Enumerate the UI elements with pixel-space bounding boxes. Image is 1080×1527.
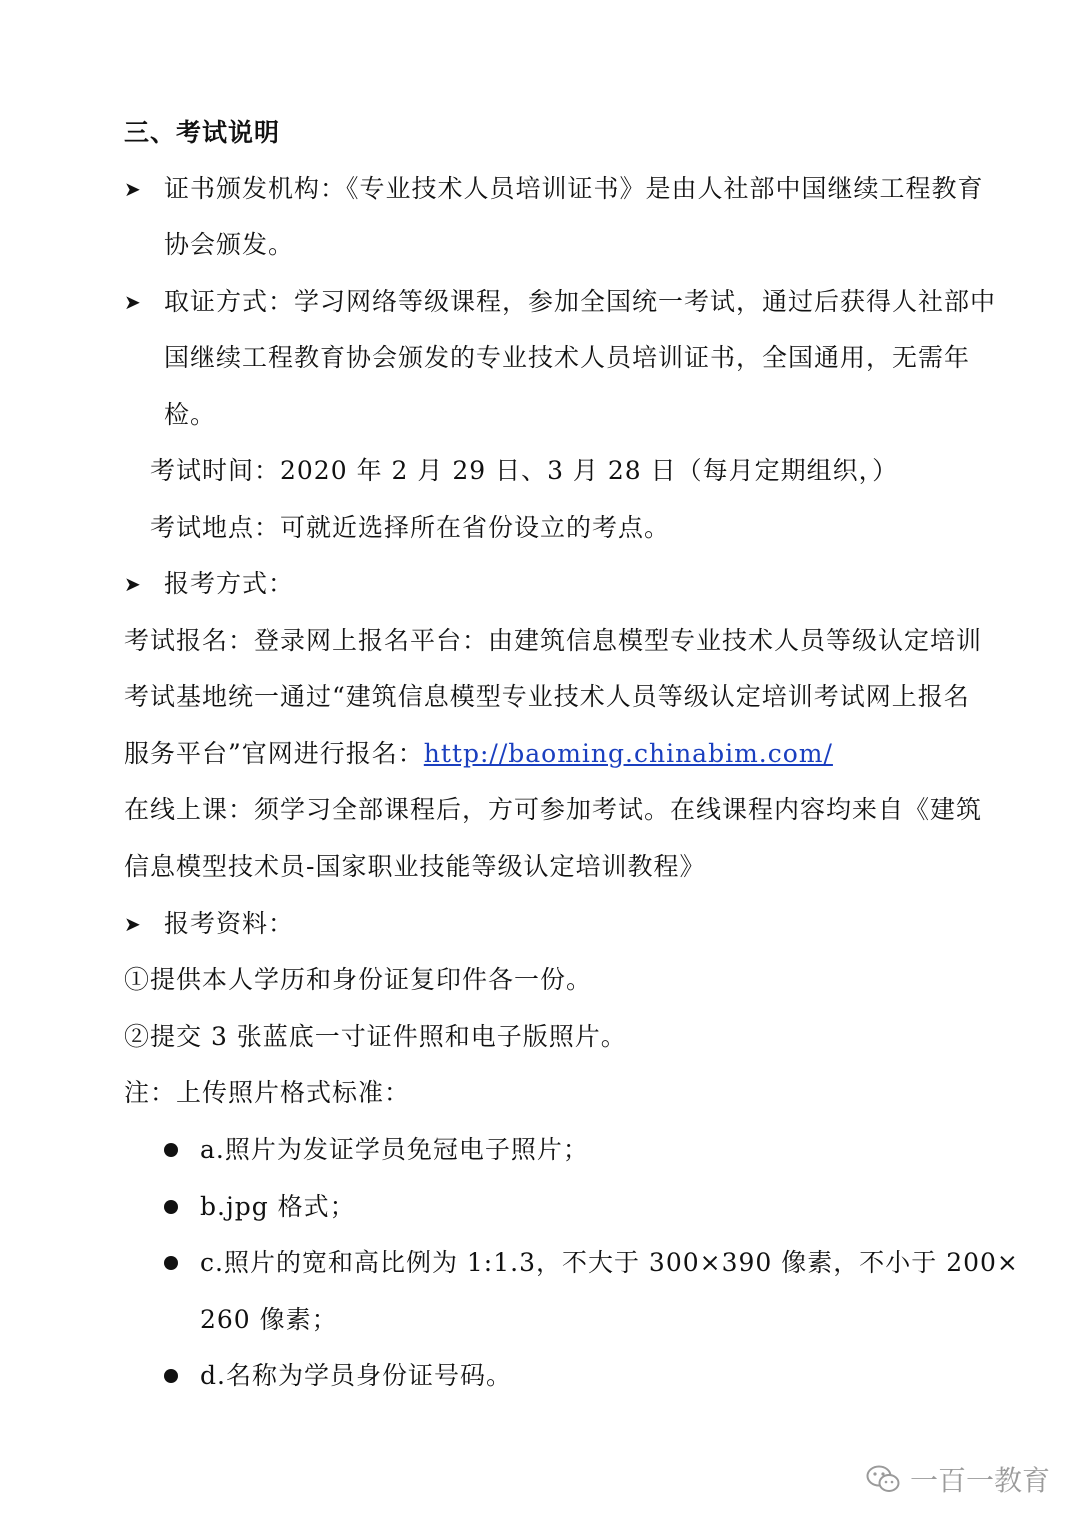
method-line-1: 取证方式：学习网络等级课程，参加全国统一考试，通过后获得人社部中: [164, 287, 997, 316]
arrow-bullet-icon: ➤: [124, 572, 141, 596]
photo-rule-c-line-1: c.照片的宽和高比例为 1:1.3，不大于 300×390 像素，不小于 200×: [200, 1248, 1019, 1277]
dot-bullet-icon: [164, 1256, 178, 1270]
photo-rule-a: a.照片为发证学员免冠电子照片；: [200, 1135, 589, 1164]
online-line-2: 信息模型技术员-国家职业技能等级认定培训教程》: [124, 852, 706, 881]
wechat-icon: [866, 1464, 900, 1494]
online-line-1: 在线上课：须学习全部课程后，方可参加考试。在线课程内容均来自《建筑: [124, 795, 983, 824]
dot-bullet-icon: [164, 1200, 178, 1214]
photo-rule-b: b.jpg 格式；: [200, 1192, 356, 1221]
signup-link[interactable]: http://baoming.chinabim.com/: [423, 739, 833, 768]
issuer-line-2: 协会颁发。: [164, 230, 295, 259]
arrow-bullet-icon: ➤: [124, 290, 141, 314]
signup-line-2: 考试基地统一通过“建筑信息模型专业技术人员等级认定培训考试网上报名: [124, 682, 970, 711]
watermark-text: 一百一教育: [909, 1464, 1050, 1497]
signup-line-3-prefix: 服务平台”官网进行报名：: [124, 739, 424, 768]
arrow-bullet-icon: ➤: [124, 912, 141, 936]
section-title: 三、考试说明: [124, 118, 281, 147]
signup-line-1: 考试报名：登录网上报名平台：由建筑信息模型专业技术人员等级认定培训: [124, 626, 983, 655]
watermark: [866, 1459, 1050, 1499]
material-1: ①提供本人学历和身份证复印件各一份。: [124, 965, 593, 994]
note-label: 注：上传照片格式标准：: [124, 1078, 411, 1107]
photo-rule-d: d.名称为学员身份证号码。: [200, 1361, 512, 1390]
dot-bullet-icon: [164, 1143, 178, 1157]
exam-time: 考试时间：2020 年 2 月 29 日、3 月 28 日（每月定期组织，）: [150, 456, 899, 485]
photo-rule-c-line-2: 260 像素；: [200, 1305, 338, 1334]
issuer-line-1: 证书颁发机构：《专业技术人员培训证书》是由人社部中国继续工程教育: [164, 174, 984, 203]
method-line-3: 检。: [164, 400, 217, 429]
exam-place: 考试地点：可就近选择所在省份设立的考点。: [150, 513, 671, 542]
dot-bullet-icon: [164, 1369, 178, 1383]
signup-line-3: [124, 737, 833, 771]
material-2: ②提交 3 张蓝底一寸证件照和电子版照片。: [124, 1022, 627, 1051]
apply-method-label: 报考方式：: [164, 569, 295, 598]
arrow-bullet-icon: ➤: [124, 177, 141, 201]
materials-label: 报考资料：: [164, 909, 295, 938]
method-line-2: 国继续工程教育协会颁发的专业技术人员培训证书，全国通用，无需年: [164, 343, 971, 372]
